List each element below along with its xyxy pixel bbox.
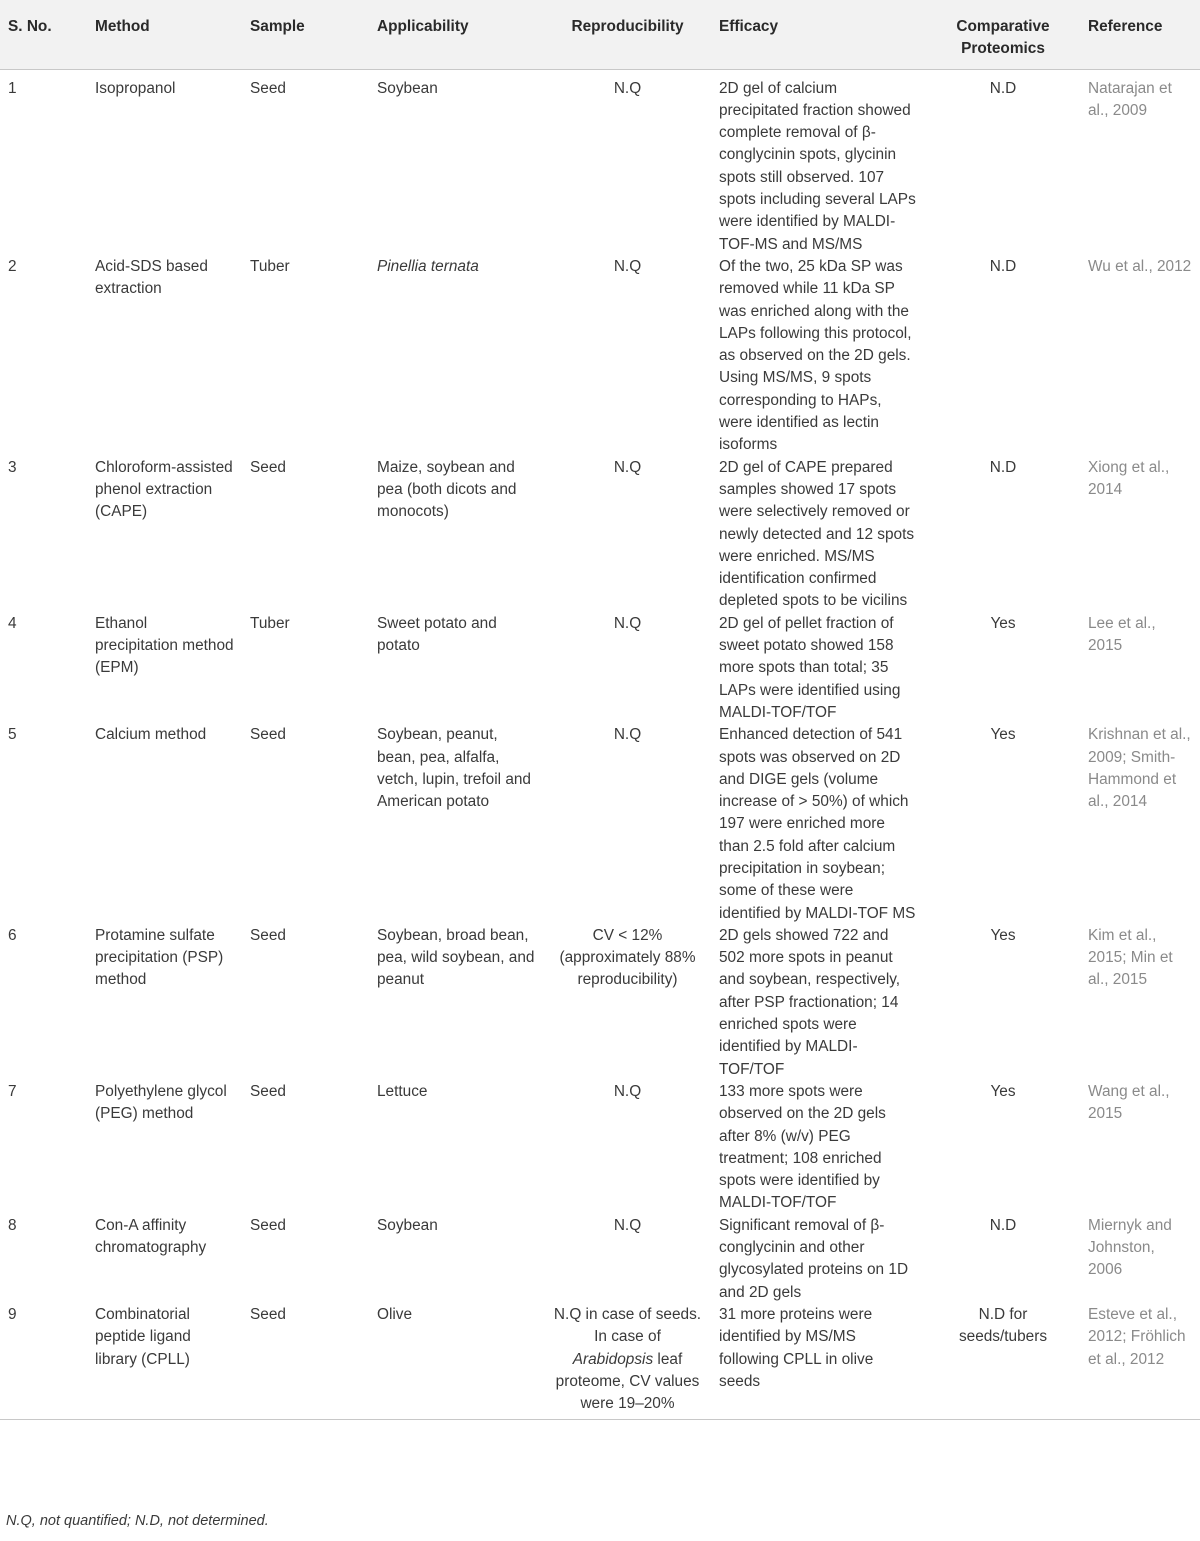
cell-reference: Wu et al., 2012 (1088, 257, 1192, 275)
cell-efficacy: 133 more spots were observed on the 2D gels after 8% (w/v) PEG treatment; 108 enriched spots were identified by MALDI-TOF/TOF (719, 1082, 886, 1212)
cell-applicability: Maize, soybean and pea (both dicots and monocots) (377, 458, 517, 521)
cell-sno: 1 (8, 79, 17, 97)
cell-comparative: N.D (989, 257, 1017, 275)
cell-sno: 5 (8, 726, 17, 744)
cell-efficacy: 2D gel of calcium precipitated fraction showed complete removal of β-conglycinin spots, glycinin spots still observed. 107 spots including several LAPs were identified by MALDI-TOF-MS and MS/MS (719, 79, 916, 253)
cell-method: Combinatorial peptide ligand library (CPLL) (95, 1305, 191, 1368)
cell-efficacy: Enhanced detection of 541 spots was observed on 2D and DIGE gels (volume increase of > 50%) of which 197 were enriched more than 2.5 fold after calcium precipitation in soybean; some of these were identified by MALDI-TOF MS (719, 726, 916, 922)
cell-sno: 4 (8, 614, 17, 632)
cell-sample: Seed (250, 458, 286, 476)
cell-reproducibility: N.Q (613, 257, 642, 275)
table-header-row (0, 0, 1200, 69)
table-row (0, 1304, 1200, 1420)
header-comparative-proteomics: Comparative Proteomics (956, 18, 1050, 58)
cell-efficacy: Of the two, 25 kDa SP was removed while 11 kDa SP was enriched along with the LAPs following this protocol, as observed on the 2D gels. Using MS/MS, 9 spots corresponding to HAPs, were identified as lectin isoforms (719, 257, 912, 454)
cell-reference: Kim et al., 2015; Min et al., 2015 (1088, 926, 1173, 989)
cell-applicability: Sweet potato and potato (377, 614, 497, 655)
header-efficacy: Efficacy (719, 18, 779, 35)
cell-efficacy: 2D gel of pellet fraction of sweet potato showed 158 more spots than total; 35 LAPs were identified using MALDI-TOF/TOF (719, 614, 901, 721)
cell-reproducibility (544, 1304, 711, 1420)
cell-reference: Natarajan et al., 2009 (1088, 79, 1172, 119)
table-row (0, 1081, 1200, 1215)
table-row (0, 724, 1200, 925)
cell-comparative: N.D (989, 458, 1017, 476)
reproducibility-species: Arabidopsis (572, 1350, 654, 1368)
table-footnote: N.Q, not quantified; N.D, not determined. (6, 1513, 269, 1529)
cell-method: Calcium method (95, 726, 207, 744)
cell-sno: 6 (8, 926, 17, 944)
cell-sample: Seed (250, 1216, 286, 1234)
header-reproducibility: Reproducibility (571, 18, 684, 35)
cell-method: Protamine sulfate precipitation (PSP) method (95, 926, 224, 989)
cell-sno: 2 (8, 257, 17, 275)
cell-efficacy: 31 more proteins were identified by MS/MS following CPLL in olive seeds (719, 1305, 874, 1390)
cell-reproducibility: N.Q (613, 79, 642, 97)
cell-reference: Wang et al., 2015 (1088, 1082, 1170, 1123)
cell-applicability: Lettuce (377, 1082, 428, 1100)
cell-reproducibility: N.Q (613, 726, 642, 744)
cell-reference: Xiong et al., 2014 (1088, 458, 1170, 498)
table-row (0, 69, 1200, 256)
table-row (0, 457, 1200, 613)
cell-method: Ethanol precipitation method (EPM) (95, 614, 234, 677)
cell-sample: Seed (250, 926, 286, 944)
cell-reference: Esteve et al., 2012; Fröhlich et al., 2012 (1088, 1305, 1186, 1368)
cell-comparative: Yes (990, 1082, 1016, 1100)
header-sample: Sample (250, 18, 305, 35)
cell-applicability: Soybean, broad bean, pea, wild soybean, and peanut (377, 926, 535, 989)
reproducibility-text: N.Q in case of seeds. In case of (553, 1305, 702, 1346)
header-method: Method (95, 18, 150, 35)
cell-applicability: Soybean (377, 1216, 438, 1234)
reproducibility-text: leaf proteome, CV values were 19–20% (555, 1350, 700, 1413)
cell-method: Isopropanol (95, 79, 176, 97)
cell-reproducibility: CV < 12% (approximately 88% reproducibility) (559, 926, 696, 989)
header-sno: S. No. (8, 18, 52, 35)
cell-sno: 9 (8, 1305, 17, 1323)
table-row (0, 1215, 1200, 1304)
cell-reference: Krishnan et al., 2009; Smith-Hammond et al., 2014 (1088, 726, 1191, 811)
cell-efficacy: 2D gels showed 722 and 502 more spots in peanut and soybean, respectively, after PSP fractionation; 14 enriched spots were identified by MALDI-TOF/TOF (719, 926, 901, 1078)
cell-applicability: Pinellia ternata (377, 257, 479, 275)
cell-sample: Seed (250, 1082, 286, 1100)
cell-sno: 7 (8, 1082, 17, 1100)
cell-method: Polyethylene glycol (PEG) method (95, 1082, 227, 1123)
cell-reproducibility: N.Q (613, 614, 642, 632)
cell-reference: Miernyk and Johnston, 2006 (1088, 1216, 1172, 1279)
cell-comparative: N.D (989, 79, 1017, 97)
cell-comparative: Yes (990, 726, 1016, 744)
cell-efficacy: Significant removal of β-conglycinin and other glycosylated proteins on 1D and 2D gels (719, 1216, 909, 1301)
cell-reference: Lee et al., 2015 (1088, 614, 1156, 655)
cell-reproducibility: N.Q (613, 1216, 642, 1234)
cell-reproducibility: N.Q (613, 1082, 642, 1100)
cell-comparative: N.D (989, 1216, 1017, 1234)
cell-sample: Tuber (250, 257, 290, 275)
cell-method: Con-A affinity chromatography (95, 1216, 207, 1257)
cell-sample: Seed (250, 726, 286, 744)
cell-reproducibility: N.Q (613, 458, 642, 476)
cell-sample: Seed (250, 79, 286, 97)
cell-applicability: Olive (377, 1305, 413, 1323)
table-row (0, 925, 1200, 1081)
cell-sample: Tuber (250, 614, 290, 632)
table-row (0, 613, 1200, 724)
cell-efficacy: 2D gel of CAPE prepared samples showed 17 spots were selectively removed or newly detected and 12 spots were enriched. MS/MS identification confirmed depleted spots to be vicilins (719, 458, 915, 610)
cell-sno: 3 (8, 458, 17, 476)
cell-sample: Seed (250, 1305, 286, 1323)
cell-method: Chloroform-assisted phenol extraction (CAPE) (95, 458, 233, 521)
cell-applicability: Soybean (377, 79, 438, 97)
cell-applicability: Soybean, peanut, bean, pea, alfalfa, vetch, lupin, trefoil and American potato (377, 726, 531, 811)
header-applicability: Applicability (377, 18, 469, 35)
cell-sno: 8 (8, 1216, 17, 1234)
cell-comparative: Yes (990, 926, 1016, 944)
header-reference: Reference (1088, 18, 1163, 35)
cell-comparative: Yes (990, 614, 1016, 632)
table-row (0, 256, 1200, 457)
cell-comparative: N.D for seeds/tubers (958, 1305, 1048, 1346)
cell-method: Acid-SDS based extraction (95, 257, 208, 298)
